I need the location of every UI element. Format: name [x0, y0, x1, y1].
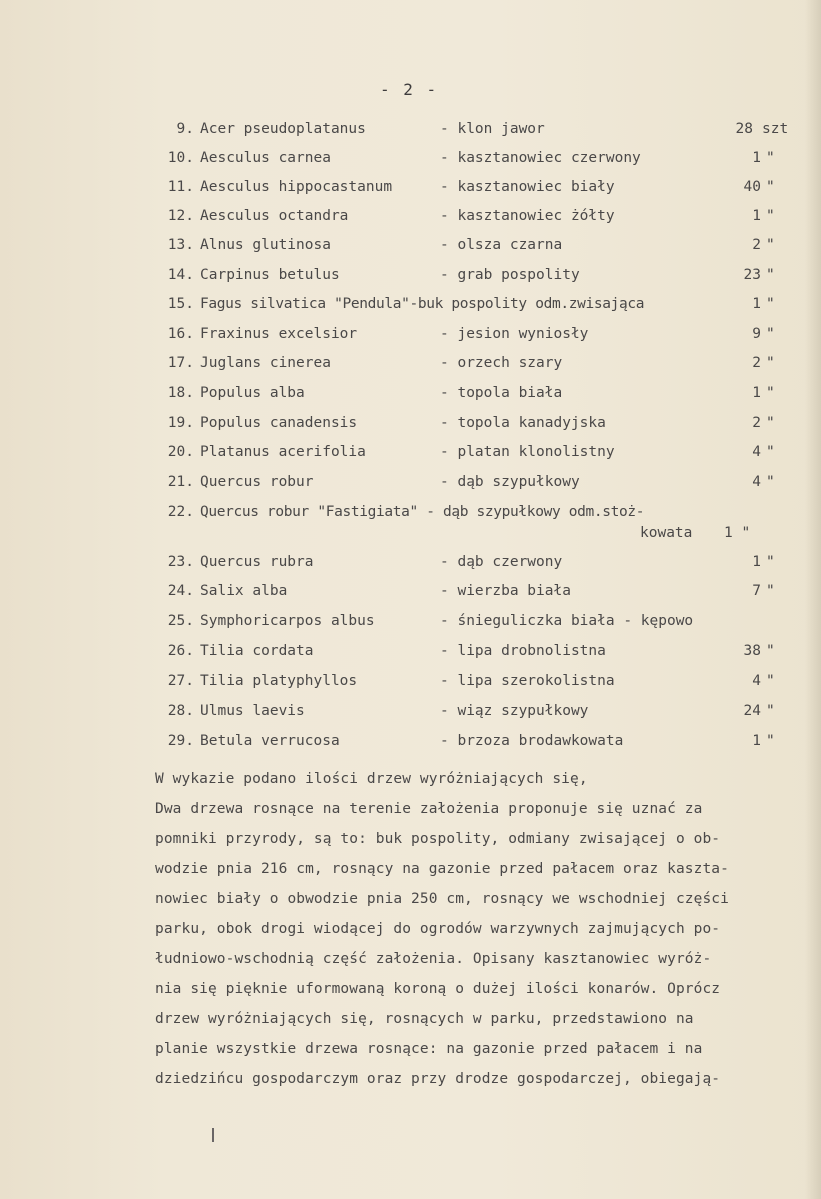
unit: " [766, 554, 775, 570]
list-item [0, 150, 821, 172]
quantity: 24 [743, 703, 761, 719]
quantity: 23 [743, 267, 761, 283]
quantity: 2 [752, 237, 761, 253]
quantity: 1 [752, 208, 761, 224]
item-number: 14. [167, 267, 194, 283]
polish-name: - śnieguliczka biała - kępowo [440, 613, 694, 629]
unit: " [766, 208, 775, 224]
unit: " [766, 385, 775, 401]
polish-name: - dąb czerwony [440, 554, 563, 570]
polish-name: - klon jawor [440, 121, 545, 137]
latin-name: Platanus acerifolia [200, 444, 366, 460]
paragraph-line: dziedzińcu gospodarczym oraz przy drodze gospodarczej, obiegają- [155, 1071, 721, 1087]
polish-name: - topola kanadyjska [440, 415, 606, 431]
unit: " [766, 444, 775, 460]
polish-name: - wierzba biała [440, 583, 571, 599]
latin-name: Populus canadensis [200, 415, 358, 431]
latin-name: Carpinus betulus [200, 267, 340, 283]
item-number: 11. [167, 179, 194, 195]
page-number: - 2 - [380, 80, 439, 99]
paragraph-line: parku, obok drogi wiodącej do ogrodów warzywnych zajmujących po- [155, 921, 721, 937]
quantity: 1 [752, 385, 761, 401]
paragraph-line: drzew wyróżniających się, rosnących w parku, przedstawiono na [155, 1011, 694, 1027]
paragraph-line: nia się pięknie uformowaną koroną o dużej ilości konarów. Oprócz [155, 981, 721, 997]
unit: " [766, 583, 775, 599]
quantity: 1 [752, 150, 761, 166]
quantity: 9 [752, 326, 761, 342]
polish-name: - olsza czarna [440, 237, 563, 253]
list-item [0, 267, 821, 289]
list-item [0, 733, 821, 755]
unit: " [766, 703, 775, 719]
list-item [0, 643, 821, 665]
item-number: 26. [167, 643, 194, 659]
item-number: 25. [167, 613, 194, 629]
paragraph-line: Dwa drzewa rosnące na terenie założenia proponuje się uznać za [155, 801, 703, 817]
unit: " [766, 296, 775, 312]
list-item [0, 415, 821, 437]
latin-name: Salix alba [200, 583, 288, 599]
unit: " [766, 326, 775, 342]
unit: " [766, 733, 775, 749]
continuation-text: kowata [640, 525, 693, 541]
item-number: 27. [167, 673, 194, 689]
paragraph-line: pomniki przyrody, są to: buk pospolity, odmiany zwisającej o ob- [155, 831, 721, 847]
unit: " [766, 267, 775, 283]
polish-name: - kasztanowiec żółty [440, 208, 615, 224]
latin-name: Tilia platyphyllos [200, 673, 358, 689]
item-number: 24. [167, 583, 194, 599]
quantity: 4 [752, 474, 761, 490]
quantity: 1 [752, 733, 761, 749]
list-item [0, 121, 821, 143]
unit: " [766, 237, 775, 253]
latin-name: Aesculus hippocastanum [200, 179, 393, 195]
item-number: 29. [167, 733, 194, 749]
item-number: 18. [167, 385, 194, 401]
polish-name: - lipa szerokolistna [440, 673, 615, 689]
item-number: 22. [167, 504, 194, 520]
quantity: 1 [752, 296, 761, 312]
latin-name: Juglans cinerea [200, 355, 331, 371]
latin-name: Fraxinus excelsior [200, 326, 358, 342]
unit: " [766, 673, 775, 689]
quantity: 38 [743, 643, 761, 659]
paragraph-line: planie wszystkie drzewa rosnące: na gazonie przed pałacem i na [155, 1041, 703, 1057]
item-number: 19. [167, 415, 194, 431]
list-item [0, 504, 821, 526]
paragraph-line: W wykazie podano ilości drzew wyróżniających się, [155, 771, 588, 787]
item-number: 21. [167, 474, 194, 490]
list-item [0, 474, 821, 496]
unit: " [766, 474, 775, 490]
polish-name: - kasztanowiec czerwony [440, 150, 641, 166]
list-item [0, 237, 821, 259]
quantity: 2 [752, 415, 761, 431]
list-item [0, 326, 821, 348]
quantity: 1 [752, 554, 761, 570]
unit: " [766, 179, 775, 195]
latin-name: Tilia cordata [200, 643, 314, 659]
unit: " [766, 355, 775, 371]
latin-name: Ulmus laevis [200, 703, 305, 719]
list-item [0, 673, 821, 695]
latin-name: Betula verrucosa [200, 733, 340, 749]
latin-name: Fagus silvatica "Pendula"-buk pospolity odm.zwisająca [200, 296, 645, 312]
list-item [0, 583, 821, 605]
unit: " [766, 150, 775, 166]
quantity: 28 [735, 121, 753, 137]
scan-mark [212, 1128, 214, 1142]
item-number: 15. [167, 296, 194, 312]
latin-name: Alnus glutinosa [200, 237, 331, 253]
quantity: 4 [752, 444, 761, 460]
item-number: 9. [176, 121, 194, 137]
polish-name: - grab pospolity [440, 267, 580, 283]
quantity: 4 [752, 673, 761, 689]
polish-name: - topola biała [440, 385, 563, 401]
polish-name: - dąb szypułkowy [440, 474, 580, 490]
quantity: 1 " [724, 525, 751, 541]
list-item [0, 385, 821, 407]
polish-name: - kasztanowiec biały [440, 179, 615, 195]
latin-name: Quercus robur "Fastigiata" - dąb szypułkowy odm.stoż- [200, 504, 645, 520]
list-item [0, 355, 821, 377]
polish-name: - jesion wyniosły [440, 326, 589, 342]
list-item [0, 554, 821, 576]
quantity: 7 [752, 583, 761, 599]
paragraph-line: wodzie pnia 216 cm, rosnący na gazonie przed pałacem oraz kaszta- [155, 861, 729, 877]
item-number: 17. [167, 355, 194, 371]
polish-name: - lipa drobnolistna [440, 643, 606, 659]
polish-name: - orzech szary [440, 355, 563, 371]
unit: " [766, 415, 775, 431]
latin-name: Quercus robur [200, 474, 314, 490]
quantity: 2 [752, 355, 761, 371]
quantity: 40 [743, 179, 761, 195]
latin-name: Aesculus carnea [200, 150, 331, 166]
list-item [0, 179, 821, 201]
list-item [0, 296, 821, 318]
polish-name: - platan klonolistny [440, 444, 615, 460]
item-number: 28. [167, 703, 194, 719]
item-number: 20. [167, 444, 194, 460]
list-item [0, 444, 821, 466]
latin-name: Populus alba [200, 385, 305, 401]
polish-name: - brzoza brodawkowata [440, 733, 624, 749]
latin-name: Aesculus octandra [200, 208, 349, 224]
item-number: 13. [167, 237, 194, 253]
item-number: 12. [167, 208, 194, 224]
latin-name: Symphoricarpos albus [200, 613, 375, 629]
item-number: 10. [167, 150, 194, 166]
polish-name: - wiąz szypułkowy [440, 703, 589, 719]
unit: szt [762, 121, 789, 137]
latin-name: Acer pseudoplatanus [200, 121, 366, 137]
list-item [0, 613, 821, 635]
item-number: 16. [167, 326, 194, 342]
latin-name: Quercus rubra [200, 554, 314, 570]
list-item [0, 703, 821, 725]
list-item [0, 208, 821, 230]
paragraph-line: łudniowo-wschodnią część założenia. Opisany kasztanowiec wyróż- [155, 951, 712, 967]
unit: " [766, 643, 775, 659]
paragraph-line: nowiec biały o obwodzie pnia 250 cm, rosnący we wschodniej części [155, 891, 729, 907]
item-number: 23. [167, 554, 194, 570]
